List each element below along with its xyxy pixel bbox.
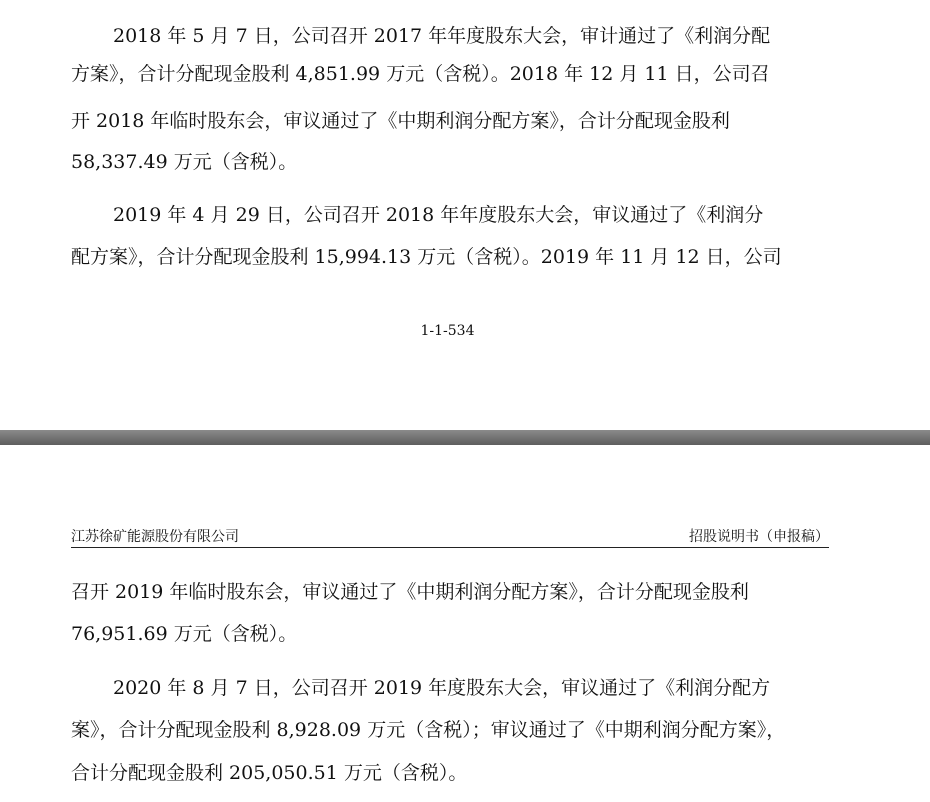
text-line: 合计分配现金股利 205,050.51 万元（含税）。	[71, 762, 468, 784]
text-line: 案》，合计分配现金股利 8,928.09 万元（含税）；审议通过了《中期利润分配方案》，	[71, 719, 786, 741]
text-line: 2020 年 8 月 7 日，公司召开 2019 年度股东大会，审议通过了《利润分配方	[113, 677, 771, 699]
text-line: 58,337.49 万元（含税）。	[71, 151, 298, 173]
text-line: 配方案》，合计分配现金股利 15,994.13 万元（含税）。2019 年 11 月 12 日，公司	[71, 246, 782, 268]
text-line: 2019 年 4 月 29 日，公司召开 2018 年年度股东大会，审议通过了《利润分	[113, 204, 764, 226]
text-line: 方案》，合计分配现金股利 4,851.99 万元（含税）。2018 年 12 月 11 日，公司召	[71, 63, 770, 85]
page-number: 1-1-534	[420, 323, 475, 339]
company-name: 江苏徐矿能源股份有限公司	[71, 529, 239, 545]
text-line: 开 2018 年临时股东会，审议通过了《中期利润分配方案》，合计分配现金股利	[71, 110, 730, 132]
page-header	[71, 527, 829, 548]
text-line: 召开 2019 年临时股东会，审议通过了《中期利润分配方案》，合计分配现金股利	[71, 581, 749, 603]
text-line: 76,951.69 万元（含税）。	[71, 623, 298, 645]
document-type: 招股说明书（申报稿）	[689, 529, 829, 545]
text-line: 2018 年 5 月 7 日，公司召开 2017 年年度股东大会，审计通过了《利润分配	[113, 25, 771, 47]
page-separator	[0, 430, 930, 445]
